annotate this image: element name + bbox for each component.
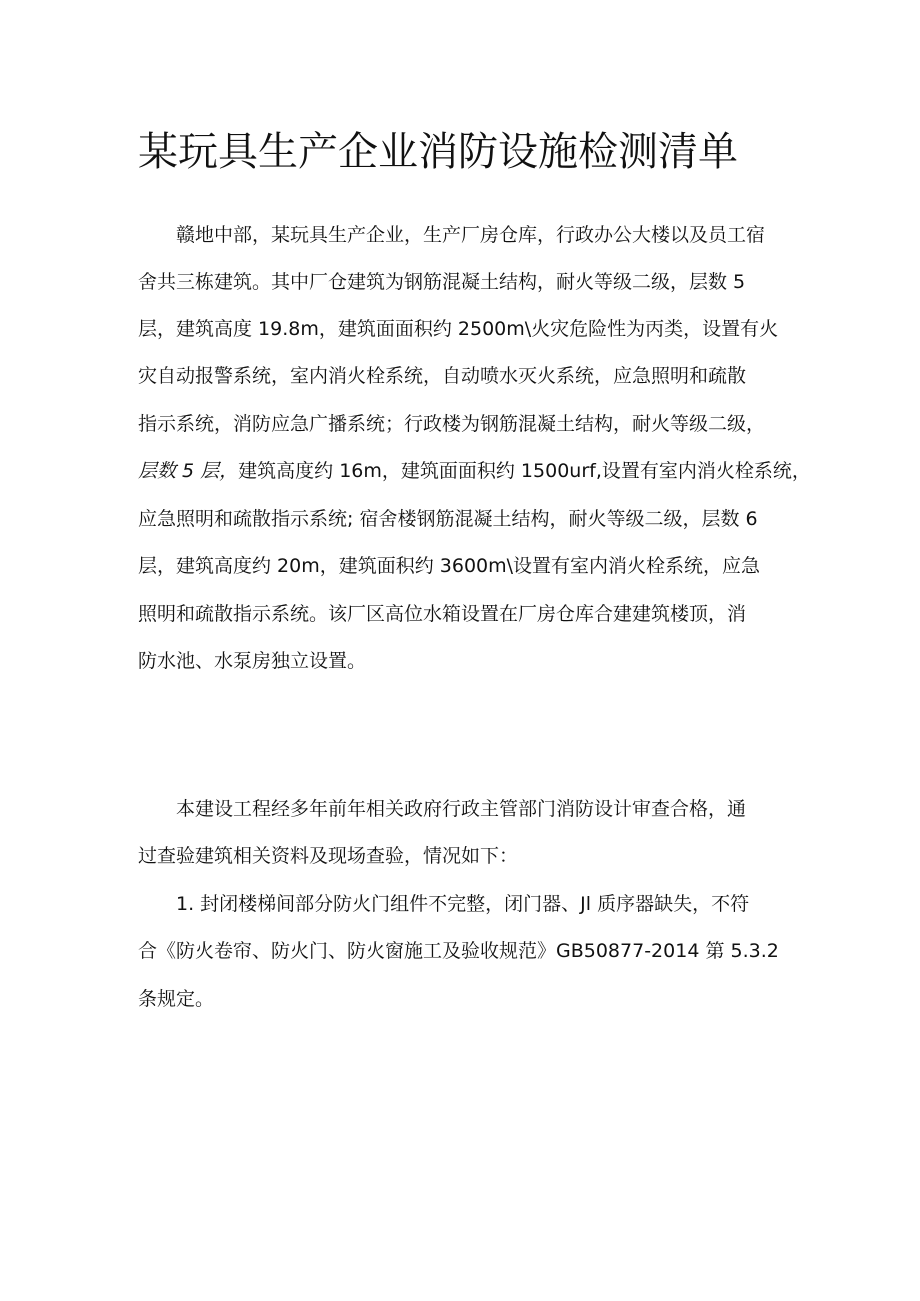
paragraph-line: 照明和疏散指示系统。该厂区高位水箱设置在厂房仓库合建建筑楼顶，消 xyxy=(138,603,747,625)
paragraph-line: 本建设工程经多年前年相关政府行政主管部门消防设计审查合格，通 xyxy=(176,798,747,820)
paragraph-line: 舍共三栋建筑。其中厂仓建筑为钢筋混凝土结构，耐火等级二级，层数 5 xyxy=(138,271,746,293)
paragraph-line: 应急照明和疏散指示系统; 宿舍楼钢筋混凝土结构，耐火等级二级，层数 6 xyxy=(138,508,758,530)
paragraph-line: 层，建筑高度 19.8m，建筑面面积约 2500m\火灾危险性为丙类，设置有火 xyxy=(138,318,779,340)
paragraph-line xyxy=(138,456,811,486)
list-item-line: 条规定。 xyxy=(138,988,215,1010)
document-title: 某玩具生产企业消防设施检测清单 xyxy=(138,129,738,175)
paragraph-line: 防水池、水泵房独立设置。 xyxy=(138,650,367,672)
list-item-line: 合《防火卷帘、防火门、防火窗施工及验收规范》GB50877-2014 第 5.3.2 xyxy=(138,940,779,962)
paragraph-line: 灾自动报警系统，室内消火栓系统，自动喷水灭火系统，应急照明和疏散 xyxy=(138,365,747,387)
italic-floor-count: 层数 5 层， xyxy=(138,460,239,482)
paragraph-line: 层，建筑高度约 20m，建筑面积约 3600m\设置有室内消火栓系统，应急 xyxy=(138,555,761,577)
paragraph-line-rest: 建筑高度约 16m，建筑面面积约 1500urf,设置有室内消火栓系统， xyxy=(238,460,811,482)
list-item-line: 1. 封闭楼梯间部分防火门组件不完整，闭门器、Jl 质序器缺失，不符 xyxy=(176,893,750,915)
paragraph-line: 指示系统，消防应急广播系统；行政楼为钢筋混凝土结构，耐火等级二级， xyxy=(138,413,766,435)
paragraph-line: 赣地中部，某玩具生产企业，生产厂房仓库，行政办公大楼以及员工宿 xyxy=(176,224,766,246)
paragraph-line: 过查验建筑相关资料及现场查验，情况如下： xyxy=(138,845,519,867)
